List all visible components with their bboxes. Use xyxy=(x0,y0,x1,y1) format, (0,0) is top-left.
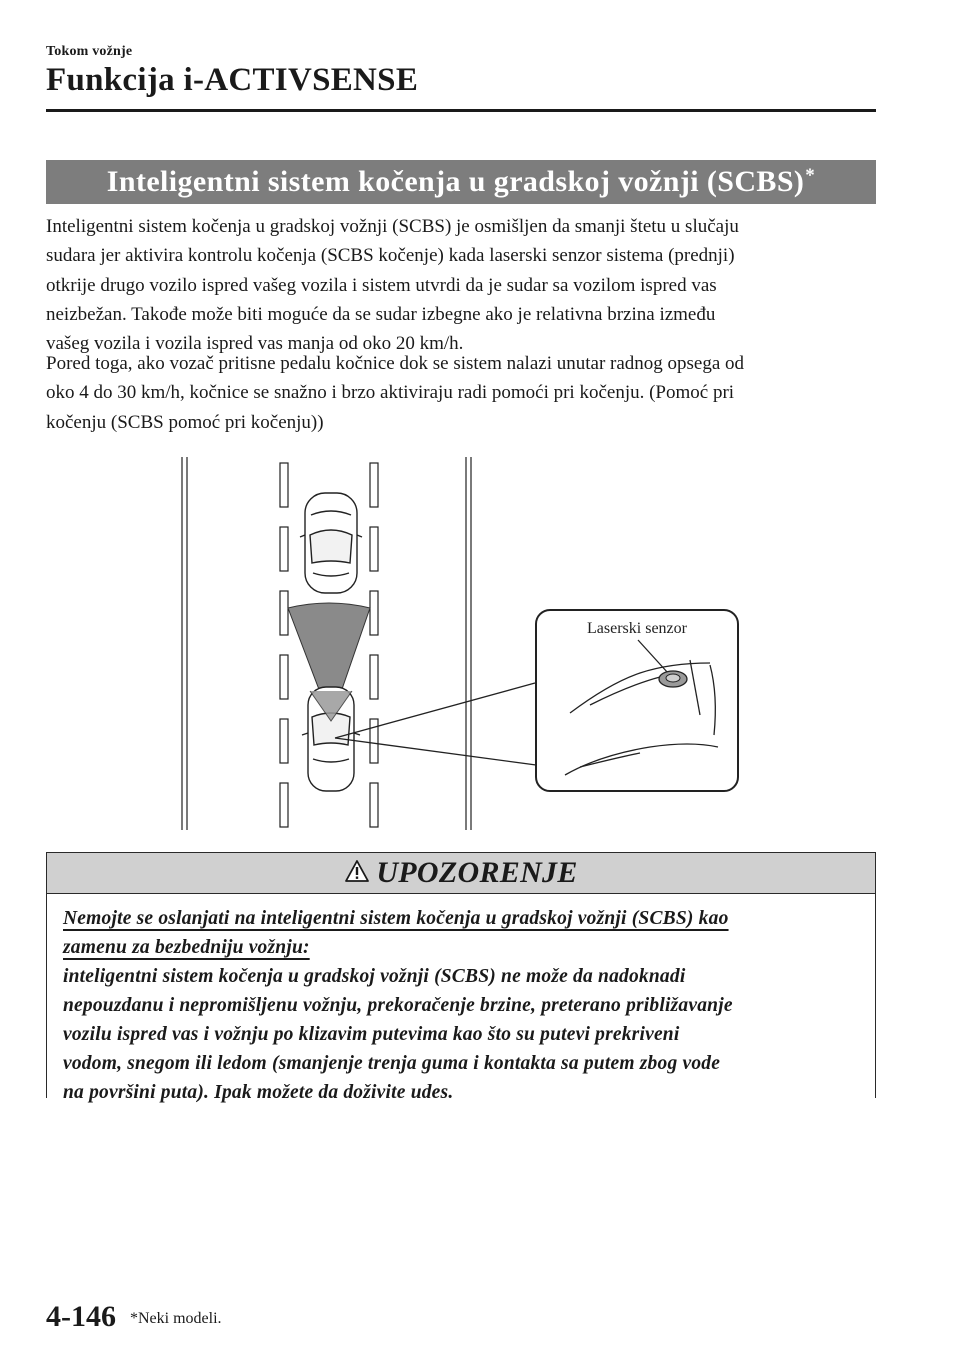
lane-markers-left xyxy=(280,463,288,827)
warning-body-line: inteligentni sistem kočenja u gradskoj vožnji (SCBS) ne može da nadoknadi xyxy=(63,966,686,987)
callout-line-2 xyxy=(335,738,536,765)
paragraph-line: oko 4 do 30 km/h, kočnice se snažno i brzo aktiviraju radi pomoći pri kočenju. (Pomoć pri xyxy=(46,382,735,404)
warning-box xyxy=(46,852,876,1103)
warning-body-line: na površini puta). Ipak možete da doživite udes. xyxy=(63,1082,454,1103)
warning-body-line: vozilu ispred vas i vožnju po klizavim putevima kao što su putevi prekriveni xyxy=(63,1024,680,1045)
paragraph-line: neizbežan. Takođe može biti moguće da se sudar izbegne ako je relativna brzina između xyxy=(46,303,716,325)
warning-lead xyxy=(63,904,859,962)
scbs-illustration xyxy=(170,455,750,835)
vehicle-ahead xyxy=(300,493,362,593)
warning-lead-line: zamenu za bezbedniju vožnju: xyxy=(63,937,310,958)
section-title: Inteligentni sistem kočenja u gradskoj vožnji (SCBS) xyxy=(106,165,805,198)
callout-line xyxy=(335,683,535,738)
breadcrumb: Tokom vožnje xyxy=(46,44,133,59)
warning-title: UPOZORENJE xyxy=(376,856,578,889)
paragraph-line: kočenju (SCBS pomoć pri kočenju)) xyxy=(46,411,324,433)
warning-lead-line: Nemojte se oslanjati na inteligentni sistem kočenja u gradskoj vožnji (SCBS) kao xyxy=(63,908,729,929)
chapter-divider xyxy=(46,109,876,112)
paragraph-line: otkrije drugo vozilo ispred vašeg vozila i sistem utvrdi da je sudar sa vozilom ispred vas xyxy=(46,274,717,296)
paragraph-line: Inteligentni sistem kočenja u gradskoj vožnji (SCBS) je osmišljen da smanji štetu u slučaju xyxy=(46,216,739,237)
optional-equipment-marker: * xyxy=(805,165,816,186)
intro-paragraph xyxy=(46,212,876,358)
sensor-detail-frame xyxy=(536,610,738,791)
paragraph-line: sudara jer aktivira kontrolu kočenja (SCBS kočenje) kada laserski senzor sistema (prednji) xyxy=(46,245,735,267)
chapter-title: Funkcija i-ACTIVSENSE xyxy=(46,62,419,98)
lane-markers-right xyxy=(370,463,378,827)
paragraph-line: vašeg vozila i vozila ispred vas manja od oko 20 km/h. xyxy=(46,333,464,355)
warning-header xyxy=(47,853,875,894)
warning-body xyxy=(63,962,859,1107)
section-title-banner xyxy=(46,160,876,204)
footnote: *Neki modeli. xyxy=(130,1310,222,1327)
brake-assist-paragraph xyxy=(46,349,876,437)
warning-triangle-icon xyxy=(344,859,370,888)
warning-body-line: vodom, snegom ili ledom (smanjenje trenja guma i kontakta sa putem zbog vode xyxy=(63,1053,721,1074)
page-number: 4-146 xyxy=(46,1300,116,1333)
paragraph-line: Pored toga, ako vozač pritisne pedalu kočnice dok se sistem nalazi unutar radnog opsega od xyxy=(46,353,745,374)
laser-sensor-label: Laserski senzor xyxy=(587,620,687,637)
warning-body-line: nepouzdanu i nepromišljenu vožnju, prekoračenje brzine, preterano približavanje xyxy=(63,995,733,1016)
